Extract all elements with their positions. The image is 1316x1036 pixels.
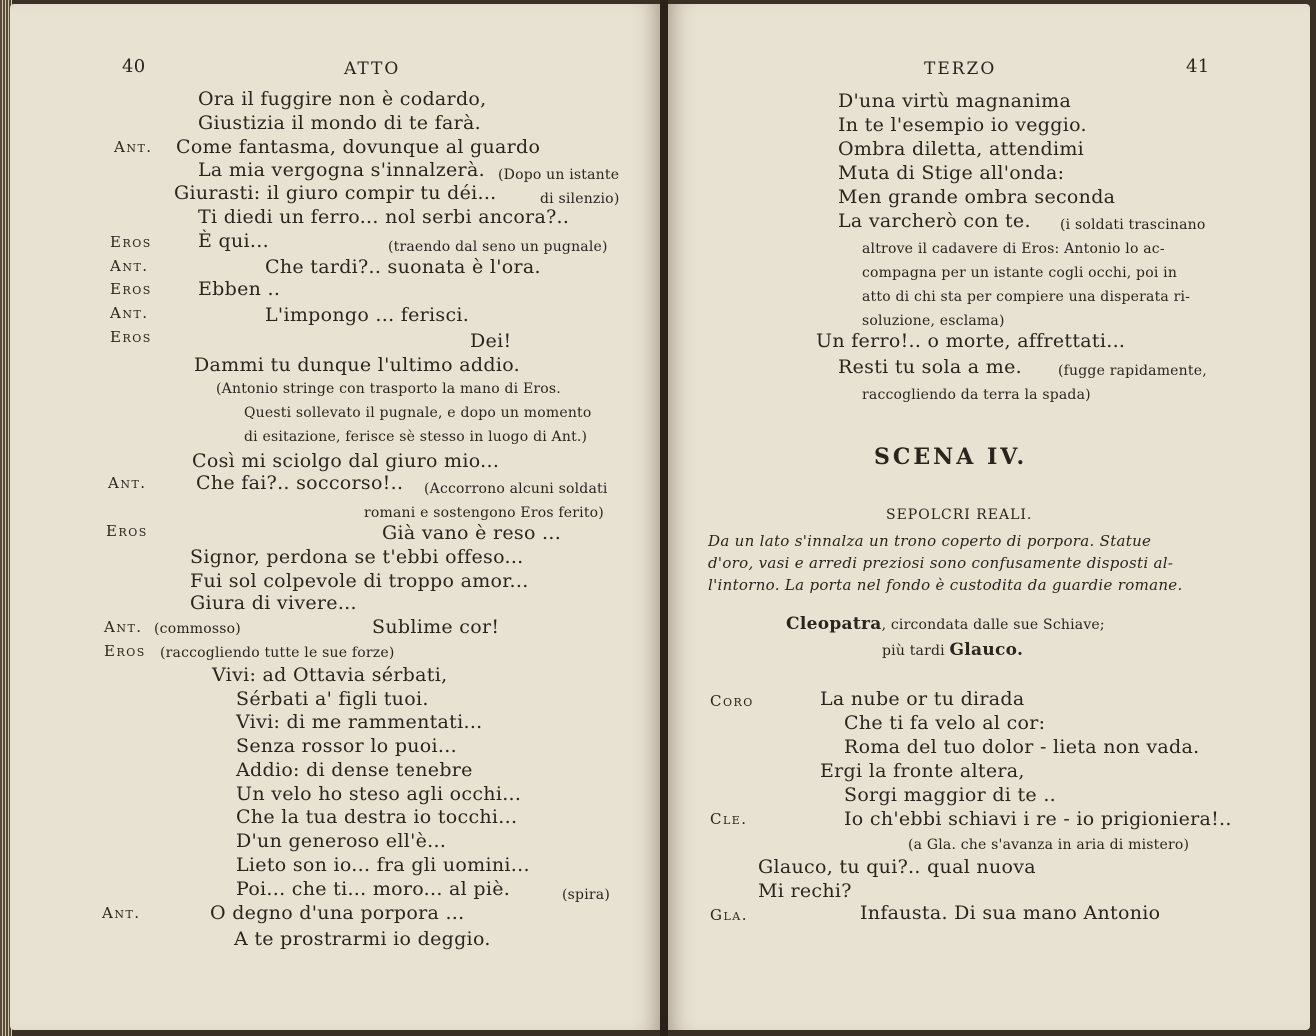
verse-line: Men grande ombra seconda bbox=[838, 186, 1116, 208]
left-page bbox=[10, 4, 660, 1030]
verse-line: Dei! bbox=[470, 330, 512, 352]
verse-line: Un ferro!.. o morte, affrettati... bbox=[816, 330, 1126, 352]
verse-line: In te l'esempio io veggio. bbox=[838, 114, 1087, 136]
stage-direction: (raccogliendo tutte le sue forze) bbox=[160, 645, 395, 661]
page-number: 41 bbox=[1186, 56, 1210, 77]
verse-line: La mia vergogna s'innalzerà. bbox=[198, 159, 485, 181]
speaker-label: Coro bbox=[710, 692, 754, 710]
stage-direction: (a Gla. che s'avanza in aria di mistero) bbox=[908, 837, 1190, 853]
stage-direction: (Accorrono alcuni soldati bbox=[424, 481, 608, 497]
verse-line: Sublime cor! bbox=[372, 616, 500, 638]
stage-direction: di esitazione, ferisce sè stesso in luogo di Ant.) bbox=[244, 429, 588, 445]
stage-direction: atto di chi sta per compiere una disperata ri- bbox=[862, 289, 1191, 305]
speaker-label: Eros bbox=[104, 642, 146, 660]
verse-line: Lieto son io... fra gli uomini... bbox=[236, 854, 530, 876]
speaker-label: Ant. bbox=[108, 474, 147, 492]
verse-line: Che tardi?.. suonata è l'ora. bbox=[265, 256, 541, 278]
cast-line-2 bbox=[882, 638, 1023, 662]
verse-line: Sérbati a' figli tuoi. bbox=[236, 688, 429, 710]
verse-line: Muta di Stige all'onda: bbox=[838, 162, 1065, 184]
book-gutter bbox=[660, 0, 668, 1036]
stage-direction: romani e sostengono Eros ferito) bbox=[364, 505, 604, 521]
verse-line: Ombra diletta, attendimi bbox=[838, 138, 1085, 160]
verse-line: È qui... bbox=[198, 230, 269, 252]
verse-line: Vivi: ad Ottavia sérbati, bbox=[212, 664, 448, 686]
speaker-label: Eros bbox=[110, 233, 152, 251]
speaker-label: Ant. bbox=[110, 304, 149, 322]
scene-place: SEPOLCRI REALI. bbox=[886, 507, 1033, 523]
speaker-label: Eros bbox=[106, 522, 148, 540]
running-head: ATTO bbox=[344, 59, 401, 79]
character-name: Glauco. bbox=[949, 640, 1024, 660]
cast-line-1 bbox=[786, 612, 1105, 636]
verse-line: Ergi la fronte altera, bbox=[820, 760, 1025, 782]
verse-line: Giurasti: il giuro compir tu déi... bbox=[174, 182, 497, 204]
speaker-label: Cle. bbox=[710, 810, 748, 828]
verse-line: Io ch'ebbi schiavi i re - io prigioniera!.. bbox=[844, 808, 1232, 830]
stage-direction: Questi sollevato il pugnale, e dopo un momento bbox=[244, 405, 592, 421]
verse-line: L'impongo ... ferisci. bbox=[265, 304, 470, 326]
verse-line: Infausta. Di sua mano Antonio bbox=[860, 902, 1161, 924]
character-name: Cleopatra bbox=[786, 614, 882, 634]
verse-line: Poi... che ti... moro... al piè. bbox=[236, 878, 511, 900]
verse-line: A te prostrarmi io deggio. bbox=[234, 928, 491, 950]
verse-line: Dammi tu dunque l'ultimo addio. bbox=[194, 354, 520, 376]
verse-line: Roma del tuo dolor - lieta non vada. bbox=[844, 736, 1200, 758]
speaker-label: Eros bbox=[110, 328, 152, 346]
verse-line: Così mi sciolgo dal giuro mio... bbox=[192, 450, 500, 472]
stage-direction: (fugge rapidamente, bbox=[1058, 363, 1207, 379]
right-page bbox=[668, 4, 1310, 1030]
verse-line: Giura di vivere... bbox=[190, 592, 357, 614]
stage-direction: (Antonio stringe con trasporto la mano di Eros. bbox=[216, 381, 561, 397]
verse-line: La nube or tu dirada bbox=[820, 688, 1025, 710]
verse-line: O degno d'una porpora ... bbox=[210, 902, 465, 924]
speaker-label: Ant. bbox=[102, 904, 141, 922]
speaker-label: Gla. bbox=[710, 906, 748, 924]
stage-direction: (traendo dal seno un pugnale) bbox=[388, 239, 608, 255]
stage-direction: (spira) bbox=[562, 887, 610, 903]
cast-text: , circondata dalle sue Schiave; bbox=[881, 617, 1105, 633]
verse-line: Che fai?.. soccorso!.. bbox=[196, 472, 404, 494]
stage-direction: l'intorno. La porta nel fondo è custodita da guardie romane. bbox=[708, 576, 1183, 594]
stage-direction: altrove il cadavere di Eros: Antonio lo ac- bbox=[862, 241, 1165, 257]
verse-line: Sorgi maggior di te .. bbox=[844, 784, 1057, 806]
cast-text: più tardi bbox=[882, 643, 950, 659]
verse-line: Ti diedi un ferro... nol serbi ancora?.. bbox=[198, 206, 570, 228]
verse-line: Fui sol colpevole di troppo amor... bbox=[190, 570, 529, 592]
verse-line: Che la tua destra io tocchi... bbox=[236, 806, 518, 828]
verse-line: Addio: di dense tenebre bbox=[236, 759, 473, 781]
speaker-label: Ant. bbox=[104, 618, 143, 636]
verse-line: Ebben .. bbox=[198, 278, 281, 300]
speaker-label: Eros bbox=[110, 280, 152, 298]
running-head: TERZO bbox=[924, 59, 997, 79]
verse-line: Come fantasma, dovunque al guardo bbox=[176, 136, 541, 158]
verse-line: Glauco, tu qui?.. qual nuova bbox=[758, 856, 1036, 878]
page-number: 40 bbox=[122, 56, 146, 77]
stage-direction: (i soldati trascinano bbox=[1060, 217, 1206, 233]
verse-line: Signor, perdona se t'ebbi offeso... bbox=[190, 546, 524, 568]
verse-line: Un velo ho steso agli occhi... bbox=[236, 783, 522, 805]
verse-line: Già vano è reso ... bbox=[382, 522, 562, 544]
stage-direction: raccogliendo da terra la spada) bbox=[862, 387, 1091, 403]
speaker-label: Ant. bbox=[110, 257, 149, 275]
verse-line: Che ti fa velo al cor: bbox=[844, 712, 1046, 734]
stage-direction: Da un lato s'innalza un trono coperto di porpora. Statue bbox=[708, 532, 1152, 550]
stage-direction: (commosso) bbox=[154, 621, 241, 637]
verse-line: Giustizia il mondo di te farà. bbox=[198, 112, 481, 134]
stage-direction: d'oro, vasi e arredi preziosi sono confusamente disposti al- bbox=[708, 554, 1174, 572]
verse-line: D'una virtù magnanima bbox=[838, 90, 1072, 112]
verse-line: Senza rossor lo puoi... bbox=[236, 735, 457, 757]
stage-direction: (Dopo un istante bbox=[498, 167, 620, 183]
verse-line: La varcherò con te. bbox=[838, 210, 1031, 232]
verse-line: Ora il fuggire non è codardo, bbox=[198, 88, 487, 110]
stage-direction: di silenzio) bbox=[540, 191, 620, 207]
verse-line: Mi rechi? bbox=[758, 880, 852, 902]
verse-line: Vivi: di me rammentati... bbox=[236, 711, 483, 733]
scene-title: SCENA IV. bbox=[874, 444, 1028, 470]
verse-line: D'un generoso ell'è... bbox=[236, 830, 447, 852]
speaker-label: Ant. bbox=[114, 138, 153, 156]
verse-line: Resti tu sola a me. bbox=[838, 356, 1022, 378]
stage-direction: soluzione, esclama) bbox=[862, 313, 1005, 329]
stage-direction: compagna per un istante cogli occhi, poi in bbox=[862, 265, 1178, 281]
